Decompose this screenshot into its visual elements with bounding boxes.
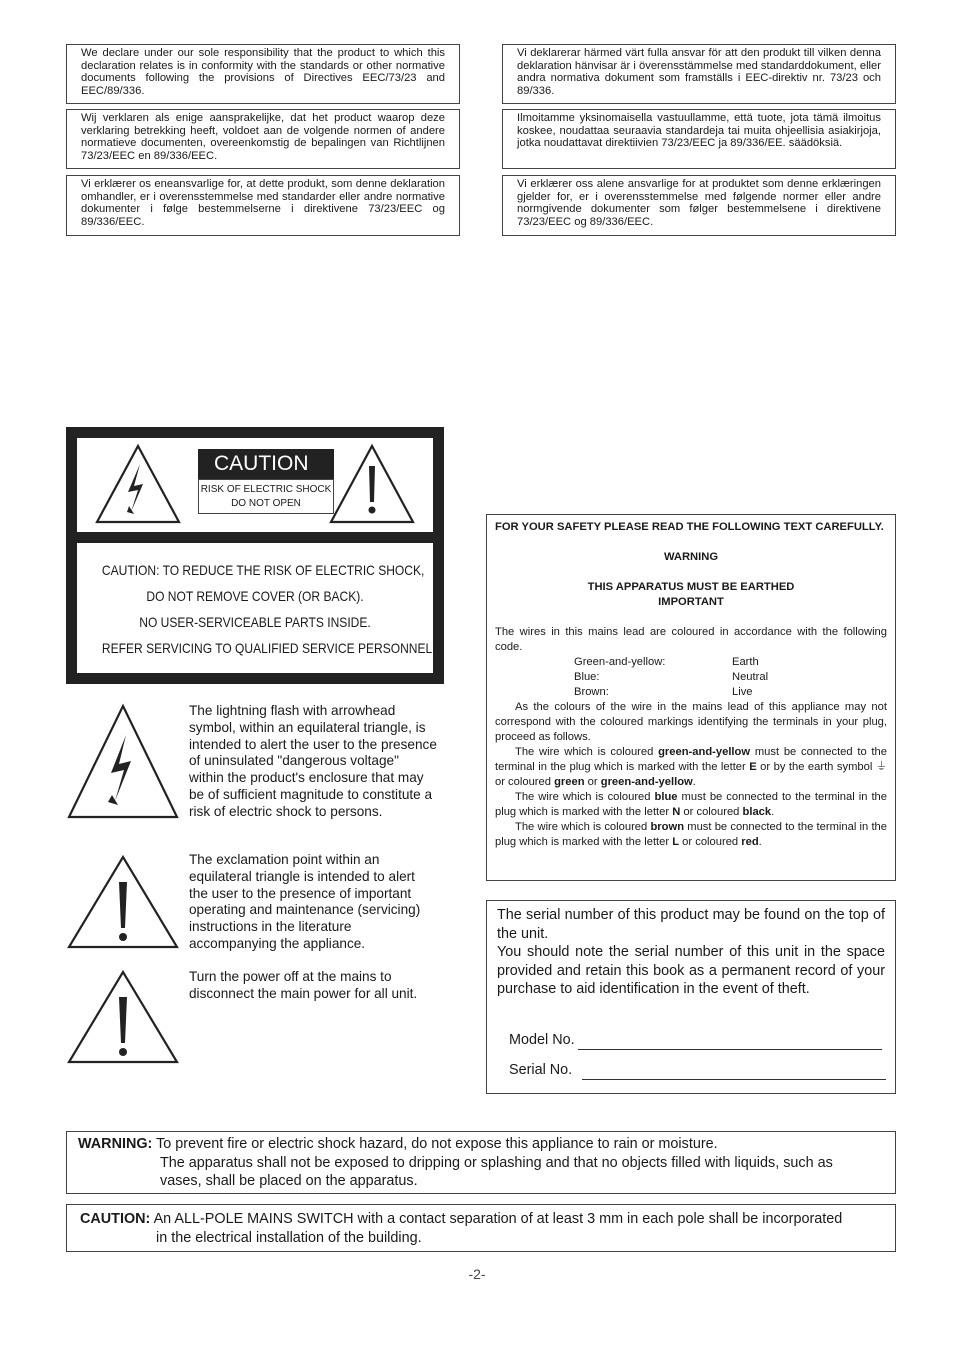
wire-use: Live — [732, 686, 753, 698]
safety-intro: The wires in this mains lead are coloured in accordance with the following code. — [495, 626, 887, 653]
safety-heading: FOR YOUR SAFETY PLEASE READ THE FOLLOWING TEXT CAREFULLY. — [495, 521, 884, 533]
safety-earthed: THIS APPARATUS MUST BE EARTHED — [587, 581, 795, 593]
model-number-label: Model No. — [509, 1032, 575, 1048]
wire-row — [495, 670, 887, 685]
safety-paragraph-2: The wire which is coloured green-and-yellow must be connected to the terminal in the plug which is marked with the letter E or by the earth symbol ⏚ or coloured green or green-and-yellow. — [495, 746, 887, 788]
wire-colour: Brown: — [574, 686, 609, 698]
declaration-nl: Wij verklaren als enige aansprakelijke, dat het product waarop deze verklaring betrekking heeft, voldoet aan de volgende normen of andere normatieve documenten, overeenkomstig de bepalingen van Richtlijnen 73/23/EEC en 89/336/EEC. — [66, 109, 460, 169]
safety-important: IMPORTANT — [658, 596, 724, 608]
wire-use: Earth — [732, 656, 759, 668]
caution-box — [66, 1204, 896, 1252]
safety-paragraph-4: The wire which is coloured brown must be connected to the terminal in the plug which is marked with the letter L or coloured red. — [495, 821, 887, 848]
exclamation-triangle-icon — [66, 854, 180, 950]
caution-subtitle — [198, 479, 334, 514]
caution-sub-line-1: RISK OF ELECTRIC SHOCK — [200, 484, 332, 495]
lightning-triangle-icon — [66, 703, 180, 820]
caution-line-2: DO NOT REMOVE COVER (OR BACK). — [146, 588, 364, 604]
wire-colour: Green-and-yellow: — [574, 656, 666, 668]
caution-line-3: NO USER-SERVICEABLE PARTS INSIDE. — [139, 614, 371, 630]
caution-box-label: CAUTION: — [80, 1211, 151, 1227]
model-number-field[interactable] — [509, 1031, 882, 1050]
lightning-description: The lightning flash with arrowhead symbol, within an equilateral triangle, is intended to alert the user to the presence of uninsulated "dangerous voltage" within the product's enclosure that may be of sufficient magnitude to constitute a risk of electric shock to persons. — [189, 703, 437, 819]
warning-box — [66, 1131, 896, 1194]
caution-label-text — [77, 543, 436, 673]
lightning-warning-icon — [93, 442, 183, 528]
declaration-da: Vi erklærer os eneansvarlige for, at dette produkt, som denne deklaration omhandler, er i overensstemmelse med standarder eller andre normative dokumenter i følge bestemmelserne i direktivene 73/23/EEC og 89/336/EEC. — [66, 175, 460, 236]
declaration-no: Vi erklærer oss alene ansvarlige for at produktet som denne erklæringen gjelder for, er i overensstemmelse med følgende normer eller andre normgivende dokumenter som følger bestemmelsene i direktivene 73/23/EEC og 89/336/EEC. — [502, 175, 896, 236]
warning-line-1: To prevent fire or electric shock hazard, do not expose this appliance to rain or moisture. — [156, 1136, 718, 1152]
caution-sub-line-2: DO NOT OPEN — [231, 498, 301, 509]
exclamation-description: The exclamation point within an equilateral triangle is intended to alert the user to the presence of important operating and maintenance (servicing) instructions in the literature accompanying the appliance. — [189, 852, 421, 951]
declaration-fi: Ilmoitamme yksinomaisella vastuullamme, että tuote, jota tämä ilmoitus koskee, noudattaa seuraavia standardeja tai muita ohjeellisia asiakirjoja, jotka noudattavat direktiivien 73/23/EEC ja 89/336/EE. säädöksiä. — [502, 109, 896, 169]
caution-line-1: CAUTION: TO REDUCE THE RISK OF ELECTRIC SHOCK, — [101, 562, 425, 578]
exclamation-triangle-icon-2 — [66, 969, 180, 1065]
wire-row — [495, 685, 887, 700]
caution-line-4: REFER SERVICING TO QUALIFIED SERVICE PERSONNEL. — [101, 640, 436, 656]
warning-label: WARNING: — [78, 1136, 153, 1152]
caution-label-top — [77, 438, 433, 532]
warning-line-2: The apparatus shall not be exposed to dripping or splashing and that no objects filled with liquids, such as — [160, 1154, 833, 1171]
caution-box-line-1: An ALL-POLE MAINS SWITCH with a contact separation of at least 3 mm in each pole shall be incorporated — [153, 1211, 843, 1227]
caution-title: CAUTION — [198, 449, 334, 479]
wire-row — [495, 655, 887, 670]
safety-notice — [486, 514, 896, 881]
warning-line-3: vases, shall be placed on the apparatus. — [160, 1173, 418, 1190]
wire-colour: Blue: — [574, 671, 600, 683]
safety-warning: WARNING — [663, 551, 719, 563]
serial-number-field[interactable] — [509, 1061, 886, 1080]
model-number-line[interactable] — [578, 1034, 882, 1050]
serial-number-line[interactable] — [582, 1064, 886, 1080]
wire-use: Neutral — [732, 671, 769, 683]
declaration-sv: Vi deklarerar härmed värt fulla ansvar för att den produkt till vilken denna deklaration hänvisar är i överensstämmelse med standarddokument, eller andra normativa dokument som framställs i EEC-direktiv nr. 73/23 och 89/336. — [502, 44, 896, 104]
page-number: -2- — [468, 1266, 486, 1282]
safety-paragraph-1: As the colours of the wire in the mains lead of this appliance may not correspond with the coloured markings identifying the terminals in your plug, proceed as follows. — [495, 701, 887, 743]
caution-label — [66, 427, 444, 684]
serial-paragraph-1: The serial number of this product may be found on the top of the unit. — [497, 907, 885, 942]
declaration-en: We declare under our sole responsibility that the product to which this declaration relates is in conformity with the standards or other normative documents following the provisions of Directives EEC/73/23 and EEC/89/336. — [66, 44, 460, 104]
safety-paragraph-3: The wire which is coloured blue must be connected to the terminal in the plug which is marked with the letter N or coloured black. — [495, 791, 887, 818]
caution-box-line-2: in the electrical installation of the building. — [156, 1229, 422, 1246]
exclamation-warning-icon — [327, 442, 417, 528]
earth-icon: ⏚ — [875, 761, 887, 773]
serial-paragraph-2: You should note the serial number of this unit in the space provided and retain this book as a permanent record of your purchase to aid identification in the event of theft. — [497, 944, 885, 998]
power-description: Turn the power off at the mains to disconnect the main power for all unit. — [189, 969, 418, 1001]
serial-number-label: Serial No. — [509, 1062, 573, 1078]
serial-number-box — [486, 900, 896, 1094]
